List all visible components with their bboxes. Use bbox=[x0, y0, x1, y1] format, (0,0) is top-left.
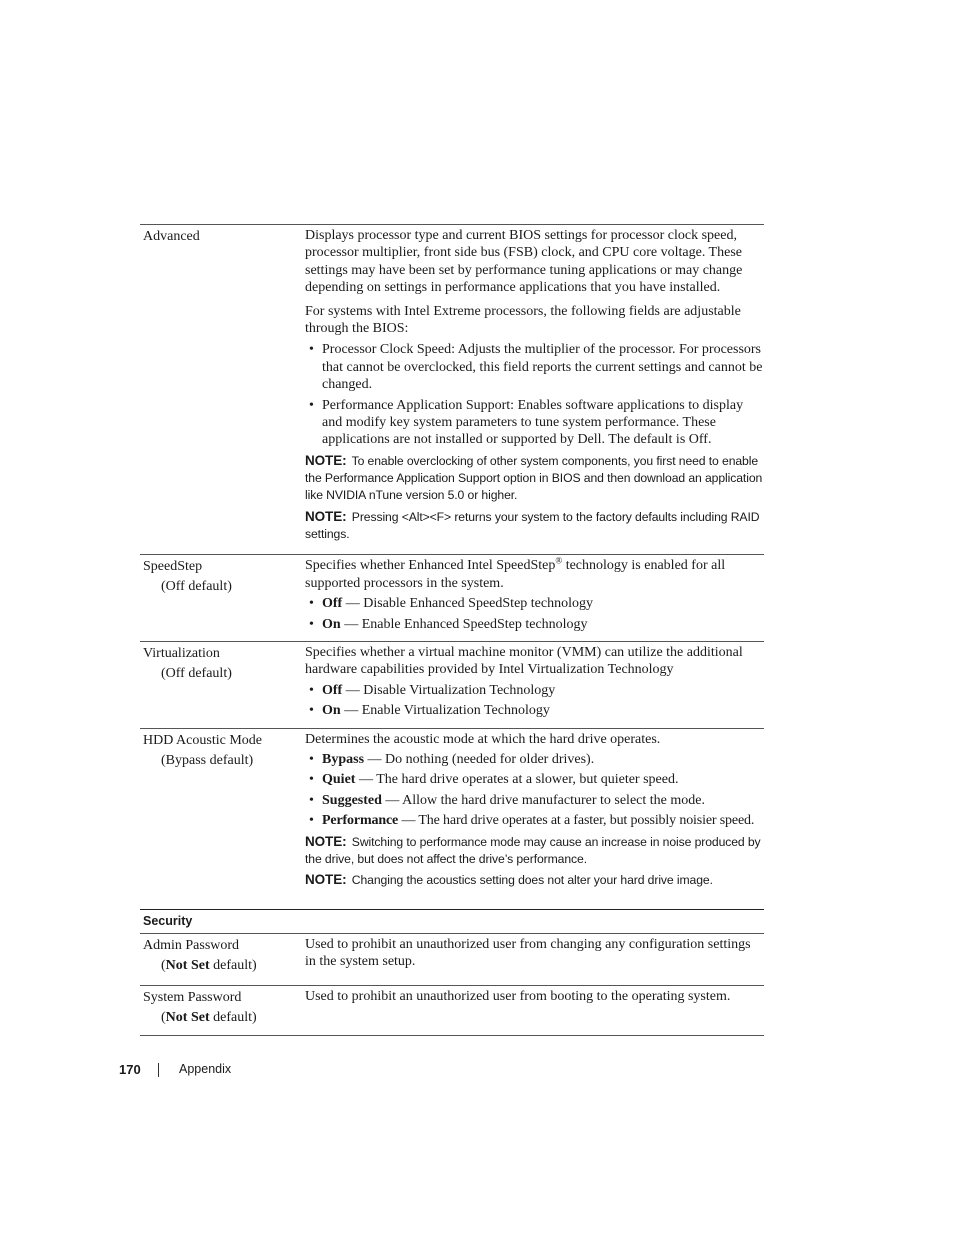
registered-mark: ® bbox=[555, 555, 563, 566]
note-text: Pressing <Alt><F> returns your system to the factory defaults including RAID settings. bbox=[305, 509, 760, 542]
list-item bbox=[305, 595, 764, 612]
default-paren: ( bbox=[161, 957, 166, 973]
note-text: To enable overclocking of other system components, you first need to enable the Performance Application Support option in BIOS and then download an application like NVIDIA nTune version 5.0 or higher. bbox=[305, 453, 763, 503]
option-description bbox=[305, 988, 764, 1027]
option-value: Off bbox=[322, 682, 343, 698]
table-row-hdd-acoustic-mode bbox=[140, 728, 764, 901]
option-text: — Disable Virtualization Technology bbox=[342, 682, 556, 698]
page-number: 170 bbox=[119, 1062, 141, 1077]
paragraph bbox=[305, 557, 764, 592]
bullet-list bbox=[305, 682, 764, 720]
option-default: (Off default) bbox=[161, 665, 232, 681]
note-label: NOTE: bbox=[305, 833, 347, 849]
table-row-advanced bbox=[140, 224, 764, 554]
option-text: — Enable Virtualization Technology bbox=[340, 703, 550, 719]
option-description bbox=[305, 644, 764, 720]
table-row-speedstep bbox=[140, 554, 764, 641]
option-label: Virtualization bbox=[143, 645, 220, 661]
list-item bbox=[305, 792, 764, 809]
paragraph: Displays processor type and current BIOS settings for processor clock speed, processor multiplier, front side bus (FSB) clock, and CPU core voltage. These settings may have been set by performance tuning applications or may change depending on settings in performance applications that you have installed. bbox=[305, 228, 743, 296]
option-text: — Do nothing (needed for older drives). bbox=[364, 752, 595, 768]
note-label: NOTE: bbox=[305, 508, 347, 524]
paragraph: For systems with Intel Extreme processors, the following fields are adjustable through the BIOS: bbox=[305, 303, 741, 337]
bios-settings-table bbox=[140, 224, 764, 1036]
option-label: Advanced bbox=[143, 229, 200, 244]
paragraph: Used to prohibit an unauthorized user from booting to the operating system. bbox=[305, 989, 731, 1005]
description-text: Specifies whether Enhanced Intel SpeedStep bbox=[305, 558, 556, 574]
paragraph: Specifies whether a virtual machine monitor (VMM) can utilize the additional hardware capabilities provided by Intel Virtualization Technology bbox=[305, 644, 743, 678]
default-paren: ( bbox=[161, 1010, 166, 1026]
option-text: — Disable Enhanced SpeedStep technology bbox=[342, 596, 593, 612]
paragraph: Used to prohibit an unauthorized user from changing any configuration settings in the system setup. bbox=[305, 936, 751, 969]
option-value: On bbox=[322, 616, 341, 632]
option-default: (Bypass default) bbox=[161, 752, 254, 768]
option-name bbox=[140, 557, 305, 633]
list-item bbox=[305, 812, 764, 829]
option-value: Bypass bbox=[322, 752, 365, 768]
default-suffix: default) bbox=[209, 1010, 257, 1026]
option-label: HDD Acoustic Mode bbox=[143, 732, 262, 748]
footer-section: Appendix bbox=[179, 1062, 232, 1076]
note-label: NOTE: bbox=[305, 872, 347, 888]
note-text: Switching to performance mode may cause an increase in noise produced by the drive, but does not affect the drive’s performance. bbox=[305, 834, 761, 866]
option-label: SpeedStep bbox=[143, 559, 203, 575]
default-suffix: default) bbox=[209, 957, 257, 973]
default-value: Not Set bbox=[165, 1010, 210, 1026]
option-name bbox=[140, 988, 305, 1027]
option-value: Suggested bbox=[322, 792, 382, 808]
note bbox=[305, 452, 764, 505]
option-description bbox=[305, 557, 764, 633]
option-description bbox=[305, 936, 764, 977]
option-name bbox=[140, 227, 305, 546]
list-item: • Processor Clock Speed: Adjusts the multiplier of the processor. For processors that cannot be overclocked, this field reports the current settings and cannot be changed. bbox=[305, 341, 764, 393]
list-item bbox=[305, 616, 764, 633]
option-text: — The hard drive operates at a slower, but quieter speed. bbox=[355, 772, 679, 788]
option-value: On bbox=[322, 703, 341, 719]
option-description bbox=[305, 731, 764, 893]
option-label: System Password bbox=[143, 990, 242, 1006]
option-default bbox=[143, 956, 305, 975]
option-text: — The hard drive operates at a faster, but possibly noisier speed. bbox=[398, 813, 755, 829]
option-name bbox=[140, 731, 305, 893]
note bbox=[305, 508, 764, 544]
option-text: — Enable Enhanced SpeedStep technology bbox=[340, 616, 588, 632]
option-default: (Off default) bbox=[161, 579, 232, 595]
description-text: technology is enabled for all supported processors in the system. bbox=[305, 558, 726, 591]
option-label: Admin Password bbox=[143, 937, 240, 953]
option-name bbox=[140, 644, 305, 720]
option-text: — Allow the hard drive manufacturer to select the mode. bbox=[381, 792, 705, 808]
page-footer bbox=[119, 1062, 232, 1077]
option-value: Quiet bbox=[322, 772, 356, 788]
option-value: Off bbox=[322, 596, 343, 612]
note-label: NOTE: bbox=[305, 452, 347, 468]
note bbox=[305, 871, 764, 889]
bullet-list bbox=[305, 341, 764, 448]
list-item bbox=[305, 751, 764, 768]
list-item bbox=[305, 682, 764, 699]
option-value: Performance bbox=[322, 813, 399, 829]
list-item bbox=[305, 702, 764, 719]
section-header-security bbox=[140, 909, 764, 934]
option-description bbox=[305, 227, 764, 546]
list-item: • Performance Application Support: Enables software applications to display and modify key system parameters to tune system performance. These applications are not installed or supported by Dell. The default is Off. bbox=[305, 397, 764, 449]
note-text: Changing the acoustics setting does not alter your hard drive image. bbox=[351, 873, 713, 888]
table-row-virtualization bbox=[140, 641, 764, 728]
table-row-system-password bbox=[140, 985, 764, 1036]
paragraph: Determines the acoustic mode at which the hard drive operates. bbox=[305, 731, 661, 747]
section-title: Security bbox=[143, 914, 193, 929]
list-item bbox=[305, 771, 764, 788]
default-value: Not Set bbox=[165, 957, 210, 973]
footer-divider bbox=[158, 1063, 159, 1077]
option-default bbox=[143, 1008, 305, 1027]
note bbox=[305, 833, 764, 869]
bullet-list bbox=[305, 595, 764, 633]
bullet-list bbox=[305, 751, 764, 830]
option-name bbox=[140, 936, 305, 977]
table-row-admin-password bbox=[140, 934, 764, 986]
